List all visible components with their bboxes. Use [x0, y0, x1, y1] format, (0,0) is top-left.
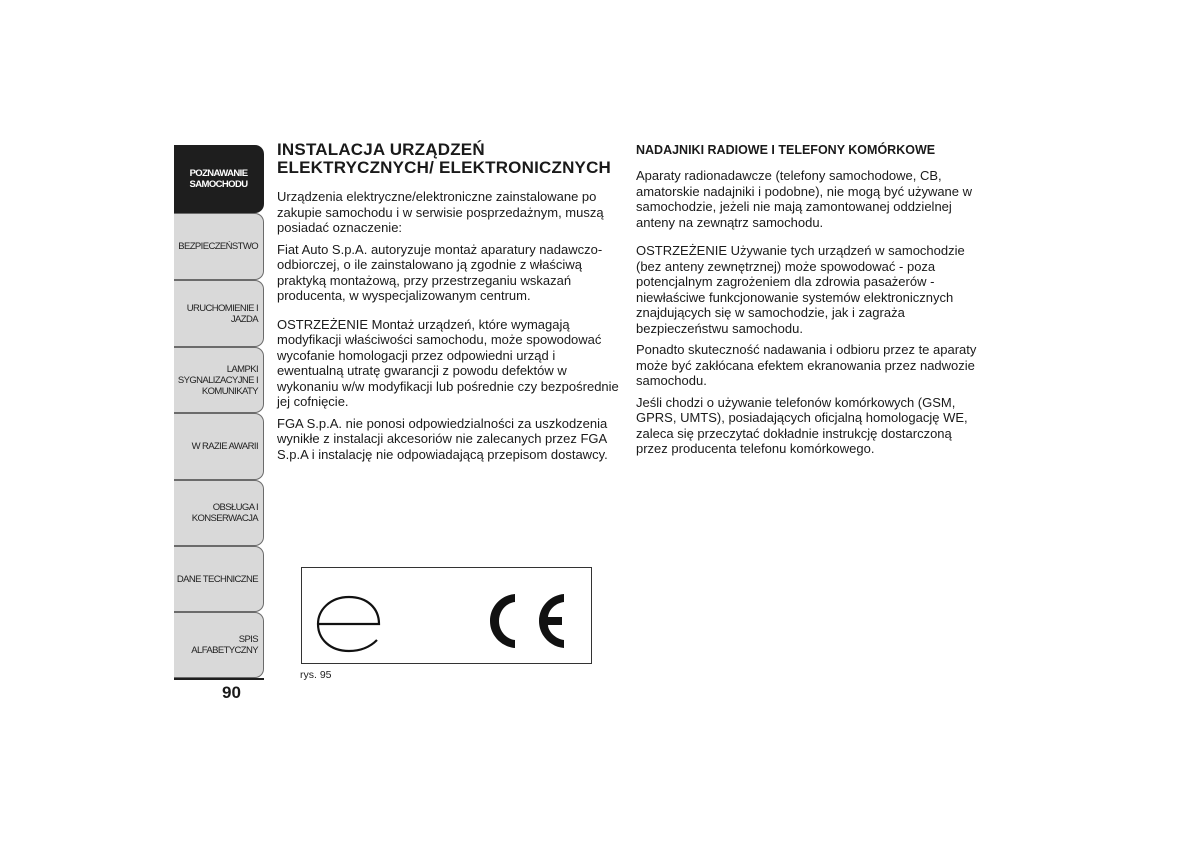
- paragraph: Fiat Auto S.p.A. autoryzuje montaż aparatury nadawczo-odbiorczej, o ile zainstalowano ją zgodnie z właściwą praktyką montażową, przy przestrzeganiu wskazań producenta, w wyspecjalizowanym centrum.: [277, 241, 603, 303]
- figure-caption: rys. 95: [300, 669, 332, 681]
- section-heading: NADAJNIKI RADIOWE I TELEFONY KOMÓRKOWE: [636, 143, 936, 157]
- tab-label: DANE TECHNICZNE: [176, 573, 258, 585]
- tab-spis-alfabetyczny[interactable]: [174, 612, 264, 678]
- tab-uruchomienie-i-jazda[interactable]: [174, 280, 264, 347]
- tab-label: LAMPKI SYGNALIZACYJNE I KOMUNIKATY: [177, 363, 258, 397]
- tab-bezpieczenstwo[interactable]: [174, 213, 264, 280]
- tab-label: URUCHOMIENIE I JAZDA: [186, 302, 258, 325]
- warning-paragraph: OSTRZEŻENIE Używanie tych urządzeń w samochodzie (bez anteny zewnętrznej) może spowodować - poza potencjalnym zagrożeniem dla zdrowia pasażerów - niewłaściwe funkcjonowanie systemów elektronicznych znajdujących się w samochodzie, jak i zagraża bezpieczeństwu samochodu.: [636, 243, 965, 336]
- right-column: [636, 141, 978, 463]
- section-heading: INSTALACJA URZĄDZEŃ ELEKTRYCZNYCH/ ELEKTRONICZNYCH: [277, 140, 612, 177]
- paragraph: Ponadto skuteczność nadawania i odbioru przez te aparaty może być zakłócana efektem ekranowania przez nadwozie samochodu.: [636, 342, 977, 388]
- figure-marks: [302, 568, 591, 663]
- ce-mark-icon: [490, 594, 564, 648]
- tab-label: SPIS ALFABETYCZNY: [191, 634, 258, 656]
- tab-obsluga-i-konserwacja[interactable]: [174, 480, 264, 546]
- tab-lampki-sygnalizacyjne[interactable]: [174, 347, 264, 413]
- left-column: [277, 141, 619, 468]
- tab-w-razie-awarii[interactable]: [174, 413, 264, 480]
- e-mark-icon: [318, 597, 379, 651]
- figure-box: [301, 567, 592, 664]
- tab-label: POZNAWANIE SAMOCHODU: [189, 168, 248, 190]
- paragraph: FGA S.p.A. nie ponosi odpowiedzialności za uszkodzenia wynikłe z instalacji akcesoriów nie zalecanych przez FGA S.p.A i instalację nie odpowiadającą przepisom dostawcy.: [277, 415, 608, 462]
- paragraph: Aparaty radionadawcze (telefony samochodowe, CB, amatorskie nadajniki i podobne), nie mogą być używane w samochodzie, jeżeli nie mają zamontowanej oddzielnej anteny na zewnątrz samochodu.: [636, 168, 973, 230]
- paragraph: Jeśli chodzi o używanie telefonów komórkowych (GSM, GPRS, UMTS), posiadających oficjalną homologację WE, zaleca się przeczytać dokładnie instrukcję dostarczoną przez producenta telefonu komórkowego.: [636, 394, 968, 456]
- paragraph: Urządzenia elektryczne/elektroniczne zainstalowane po zakupie samochodu i w serwisie posprzedażnym, muszą posiadać oznaczenie:: [277, 189, 604, 235]
- tab-label: W RAZIE AWARII: [191, 441, 258, 452]
- sidebar-divider: [174, 678, 264, 680]
- page-number: 90: [222, 683, 241, 702]
- tab-dane-techniczne[interactable]: [174, 546, 264, 612]
- tab-label: OBSŁUGA I KONSERWACJA: [191, 502, 258, 524]
- tab-poznawanie-samochodu[interactable]: [174, 145, 264, 213]
- warning-paragraph: OSTRZEŻENIE Montaż urządzeń, które wymagają modyfikacji właściwości samochodu, może spowodować wycofanie homologacji przez odpowiedni urząd i ewentualną utratę gwarancji z powodu defektów w wykonaniu w/w modyfikacji lub pośrednie czy bezpośrednie jej cofnięcie.: [277, 316, 619, 409]
- tab-label: BEZPIECZEŃSTWO: [178, 241, 258, 252]
